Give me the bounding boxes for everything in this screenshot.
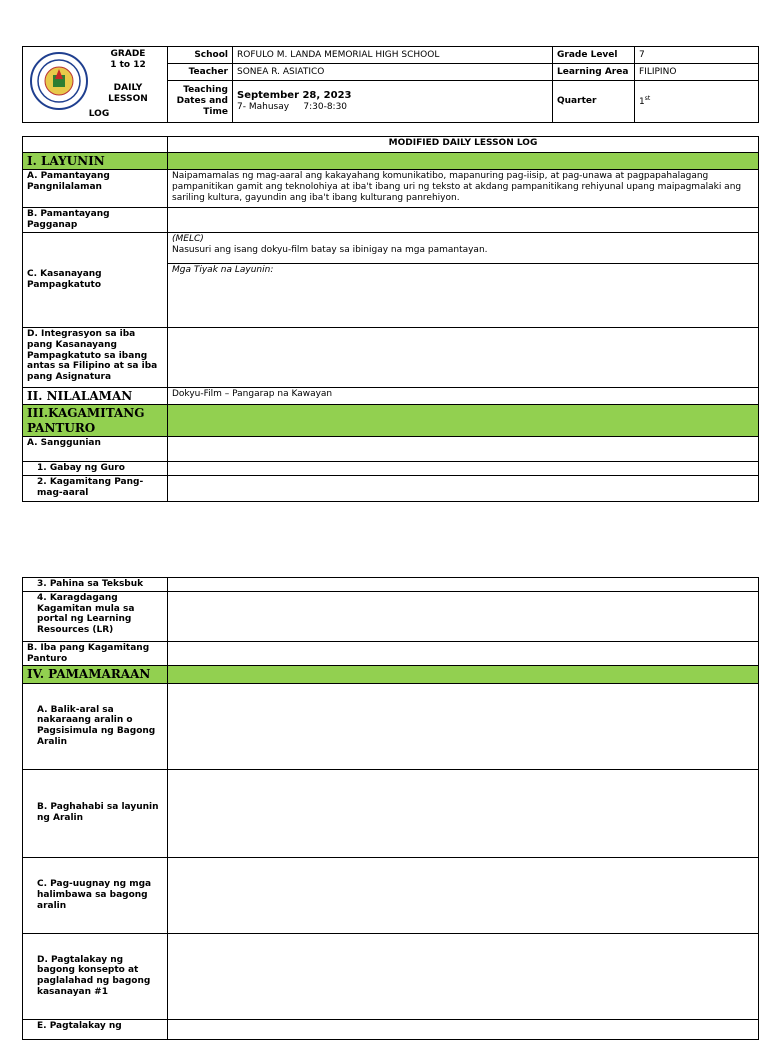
header-table bbox=[22, 46, 759, 123]
learning-area-value: FILIPINO bbox=[635, 64, 759, 81]
grade-level-label: Grade Level bbox=[553, 47, 635, 64]
label-pagtalakay-2: E. Pagtalakay ng bbox=[23, 1019, 168, 1039]
school-seal-icon bbox=[29, 51, 89, 111]
grade-level-value: 7 bbox=[635, 47, 759, 64]
value-pagtalakay-2 bbox=[168, 1019, 759, 1039]
lesson-log-table-2 bbox=[22, 577, 759, 1040]
label-balik-aral: A. Balik-aral sa nakaraang aralin o Pagsisimula ng Bagong Aralin bbox=[23, 683, 168, 769]
value-tiyak-na-layunin: Mga Tiyak na Layunin: bbox=[168, 263, 759, 327]
label-pag-uugnay: C. Pag-uugnay ng mga halimbawa sa bagong aralin bbox=[23, 857, 168, 933]
label-paghahabi: B. Paghahabi sa layunin ng Aralin bbox=[23, 769, 168, 857]
school-value: ROFULO M. LANDA MEMORIAL HIGH SCHOOL bbox=[233, 47, 553, 64]
value-paghahabi bbox=[168, 769, 759, 857]
label-pahina-sa-teksbuk: 3. Pahina sa Teksbuk bbox=[23, 578, 168, 592]
value-pag-uugnay bbox=[168, 857, 759, 933]
value-nilalaman: Dokyu-Film – Pangarap na Kawayan bbox=[168, 387, 759, 404]
section-nilalaman: II. NILALAMAN bbox=[23, 387, 168, 404]
value-melc: (MELC) Nasusuri ang isang dokyu-film batay sa ibinigay na mga pamantayan. bbox=[168, 232, 759, 263]
value-karagdagang-kagamitan bbox=[168, 591, 759, 641]
value-integrasyon bbox=[168, 327, 759, 387]
quarter-label: Quarter bbox=[553, 81, 635, 123]
dll-text: DAILY LESSON bbox=[108, 83, 148, 104]
teacher-value: SONEA R. ASIATICO bbox=[233, 64, 553, 81]
section-kagamitang-fill bbox=[168, 405, 759, 437]
label-iba-pang-kagamitan: B. Iba pang Kagamitang Panturo bbox=[23, 641, 168, 666]
log-text: LOG bbox=[88, 109, 110, 119]
school-label: School bbox=[168, 47, 233, 64]
grade-text: GRADE 1 to 12 bbox=[110, 49, 146, 70]
value-pamantayang-pagganap bbox=[168, 208, 759, 233]
label-pagtalakay-1: D. Pagtalakay ng bagong konsepto at paglalahad ng bagong kasanayan #1 bbox=[23, 933, 168, 1019]
label-sanggunian: A. Sanggunian bbox=[23, 437, 168, 462]
value-pamantayang-pangnilalaman: Naipamamalas ng mag-aaral ang kakayahang komunikatibo, mapanuring pag-iisip, at pag-unawa at pagpapahalagang pampanitikan gamit ang teknolohiya at iba't ibang uri ng teksto at akdang pampanitikang rehiyunal upang maipagmalaki ang sariling kultura, gayundin ang iba't ibang kulturang panrehiyon. bbox=[168, 170, 759, 208]
value-kagamitang-pang-mag-aaral bbox=[168, 476, 759, 502]
label-karagdagang-kagamitan: 4. Karagdagang Kagamitan mula sa portal ng Learning Resources (LR) bbox=[23, 591, 168, 641]
school-logo-cell bbox=[23, 47, 168, 123]
teacher-label: Teacher bbox=[168, 64, 233, 81]
quarter-value: 1st bbox=[635, 81, 759, 123]
value-balik-aral bbox=[168, 683, 759, 769]
label-pamantayang-pangnilalaman: A. Pamantayang Pangnilalaman bbox=[23, 170, 168, 208]
value-pagtalakay-1 bbox=[168, 933, 759, 1019]
section-kagamitang-panturo: III.KAGAMITANG PANTURO bbox=[23, 405, 168, 437]
value-iba-pang-kagamitan bbox=[168, 641, 759, 666]
section-pamamaraan: IV. PAMAMARAAN bbox=[23, 666, 168, 683]
label-kagamitang-pang-mag-aaral: 2. Kagamitang Pang-mag-aaral bbox=[23, 476, 168, 502]
value-gabay-ng-guro bbox=[168, 462, 759, 476]
section-pamamaraan-fill bbox=[168, 666, 759, 683]
label-kasanayang-pampagkatuto: C. Kasanayang Pampagkatuto bbox=[23, 232, 168, 327]
log-title: MODIFIED DAILY LESSON LOG bbox=[168, 137, 759, 153]
label-gabay-ng-guro: 1. Gabay ng Guro bbox=[23, 462, 168, 476]
learning-area-label: Learning Area bbox=[553, 64, 635, 81]
section-layunin: I. LAYUNIN bbox=[23, 153, 168, 170]
value-pahina-sa-teksbuk bbox=[168, 578, 759, 592]
value-sanggunian bbox=[168, 437, 759, 462]
teaching-dates-value: September 28, 2023 7- Mahusay 7:30-8:30 bbox=[233, 81, 553, 123]
label-integrasyon: D. Integrasyon sa iba pang Kasanayang Pampagkatuto sa ibang antas sa Filipino at sa iba pang Asignatura bbox=[23, 327, 168, 387]
label-pamantayang-pagganap: B. Pamantayang Pagganap bbox=[23, 208, 168, 233]
section-layunin-fill bbox=[168, 153, 759, 170]
blank-corner bbox=[23, 137, 168, 153]
lesson-log-table-1 bbox=[22, 136, 759, 502]
teaching-dates-label: Teaching Dates and Time bbox=[168, 81, 233, 123]
